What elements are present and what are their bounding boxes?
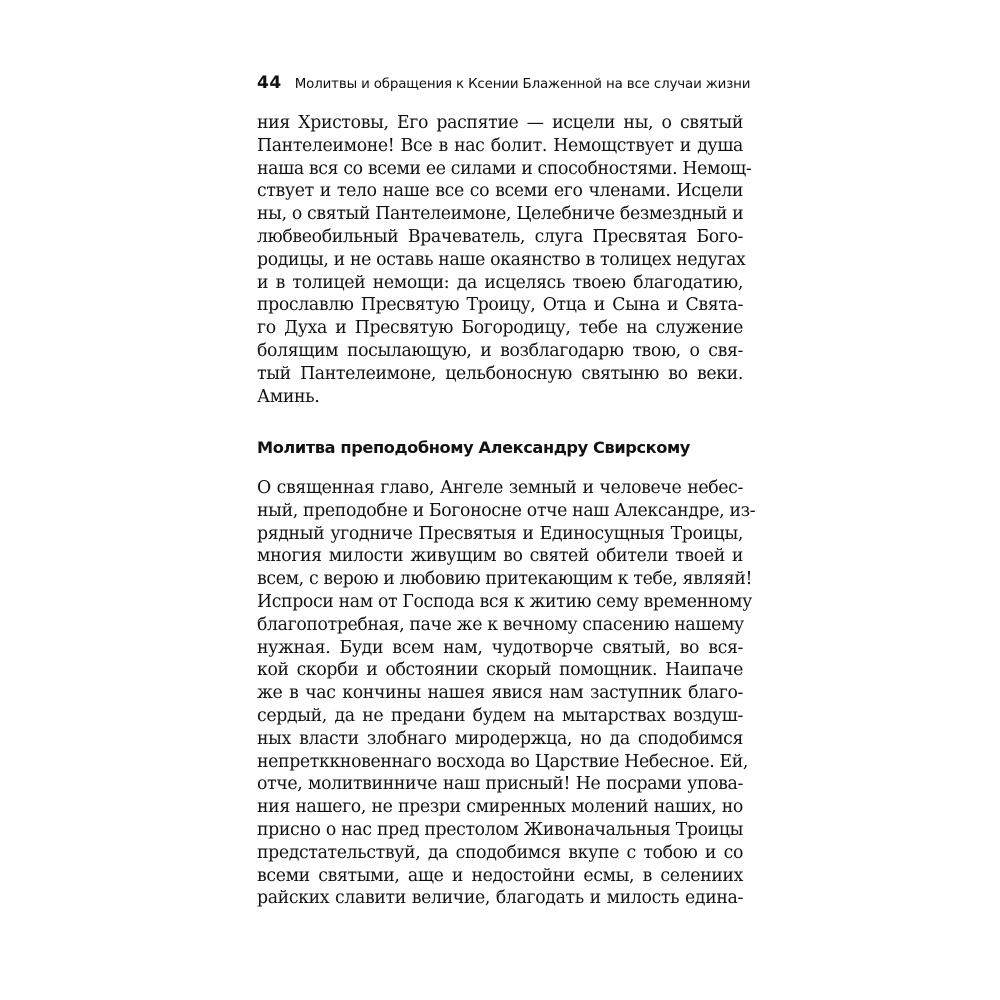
text-line: любвеобильный Врачеватель, слуга Пресвятая Бого- — [257, 226, 743, 247]
prayer-text-continued — [257, 112, 752, 408]
text-line: ный, преподобне и Богоносне отче наш Александре, из- — [257, 500, 756, 521]
text-line: присно о нас пред престолом Живоначальныя Троицы — [257, 819, 743, 840]
text-line: Пантелеимоне! Все в нас болит. Немощствует и душа — [257, 135, 743, 156]
text-line: всем, с верою и любовию притекающим к тебе, являяй! — [257, 569, 753, 590]
text-line: кой скорби и обстоянии скорый помощник. Наипаче — [257, 660, 743, 681]
text-line: ния Христовы, Его распятие — исцели ны, о святый — [257, 113, 743, 133]
text-line: сердый, да не предани будем на мытарствах воздуш- — [257, 705, 743, 726]
text-line: тый Пантелеимоне, цельбоносную святыню во веки. — [257, 363, 743, 384]
text-line: наша вся со всеми ее силами и способностями. Немощ- — [257, 158, 752, 179]
text-line: го Духа и Пресвятую Богородицу, тебе на служение — [257, 318, 743, 339]
text-line: О священная главо, Ангеле земный и человече небес- — [257, 478, 743, 498]
prayer-text — [257, 477, 756, 910]
text-line: благопотребная, паче же к вечному спасению нашему — [257, 614, 744, 635]
page-number: 44 — [257, 73, 282, 93]
section-heading: Молитва преподобному Александру Свирскому — [257, 438, 690, 457]
text-line: ния нашего, не презри смиренных молений наших, но — [257, 797, 743, 818]
text-line: Испроси нам от Господа вся к житию сему временному — [257, 591, 752, 612]
text-line: непретккновеннаго восхода во Царствие Небесное. Ей, — [257, 751, 749, 772]
text-line: ствует и тело наше все со всеми его членами. Исцели — [257, 181, 743, 202]
text-line: предстательствуй, да сподобимся вкупе с тобою и со — [257, 842, 743, 863]
text-line: ных власти злобнаго миродержца, но да сподобимся — [257, 728, 743, 749]
running-header — [257, 73, 751, 99]
text-line: и в толицей немощи: да исцелясь твоею благодатию, — [257, 272, 743, 293]
text-line: рядный угодниче Пресвятыя и Единосущныя Троицы, — [257, 523, 743, 544]
text-line: болящим посылающую, и возблагодарю твою, о свя- — [257, 340, 743, 361]
text-line: нужная. Буди всем нам, чудотворче святый, во вся- — [257, 637, 743, 658]
text-line: отче, молитвинниче наш присный! Не посрами упова- — [257, 774, 743, 795]
text-line: родицы, и не оставь наше окаянство в толицех недугах — [257, 249, 746, 270]
text-line: же в час кончины нашея явися нам заступник благо- — [257, 683, 743, 704]
text-line: райских славити величие, благодать и милость едина- — [257, 888, 743, 909]
text-line: ны, о святый Пантелеимоне, Целебниче безмездный и — [257, 204, 744, 225]
text-line: Аминь. — [257, 386, 320, 407]
running-title: Молитвы и обращения к Ксении Блаженной на все случаи жизни — [294, 77, 751, 92]
text-line: многия милости живущим во святей обители твоей и — [257, 546, 743, 567]
text-line: всеми святыми, аще и недостойни есмы, в селениих — [257, 865, 743, 886]
text-line: прославлю Пресвятую Троицу, Отца и Сына и Свята- — [257, 295, 743, 316]
